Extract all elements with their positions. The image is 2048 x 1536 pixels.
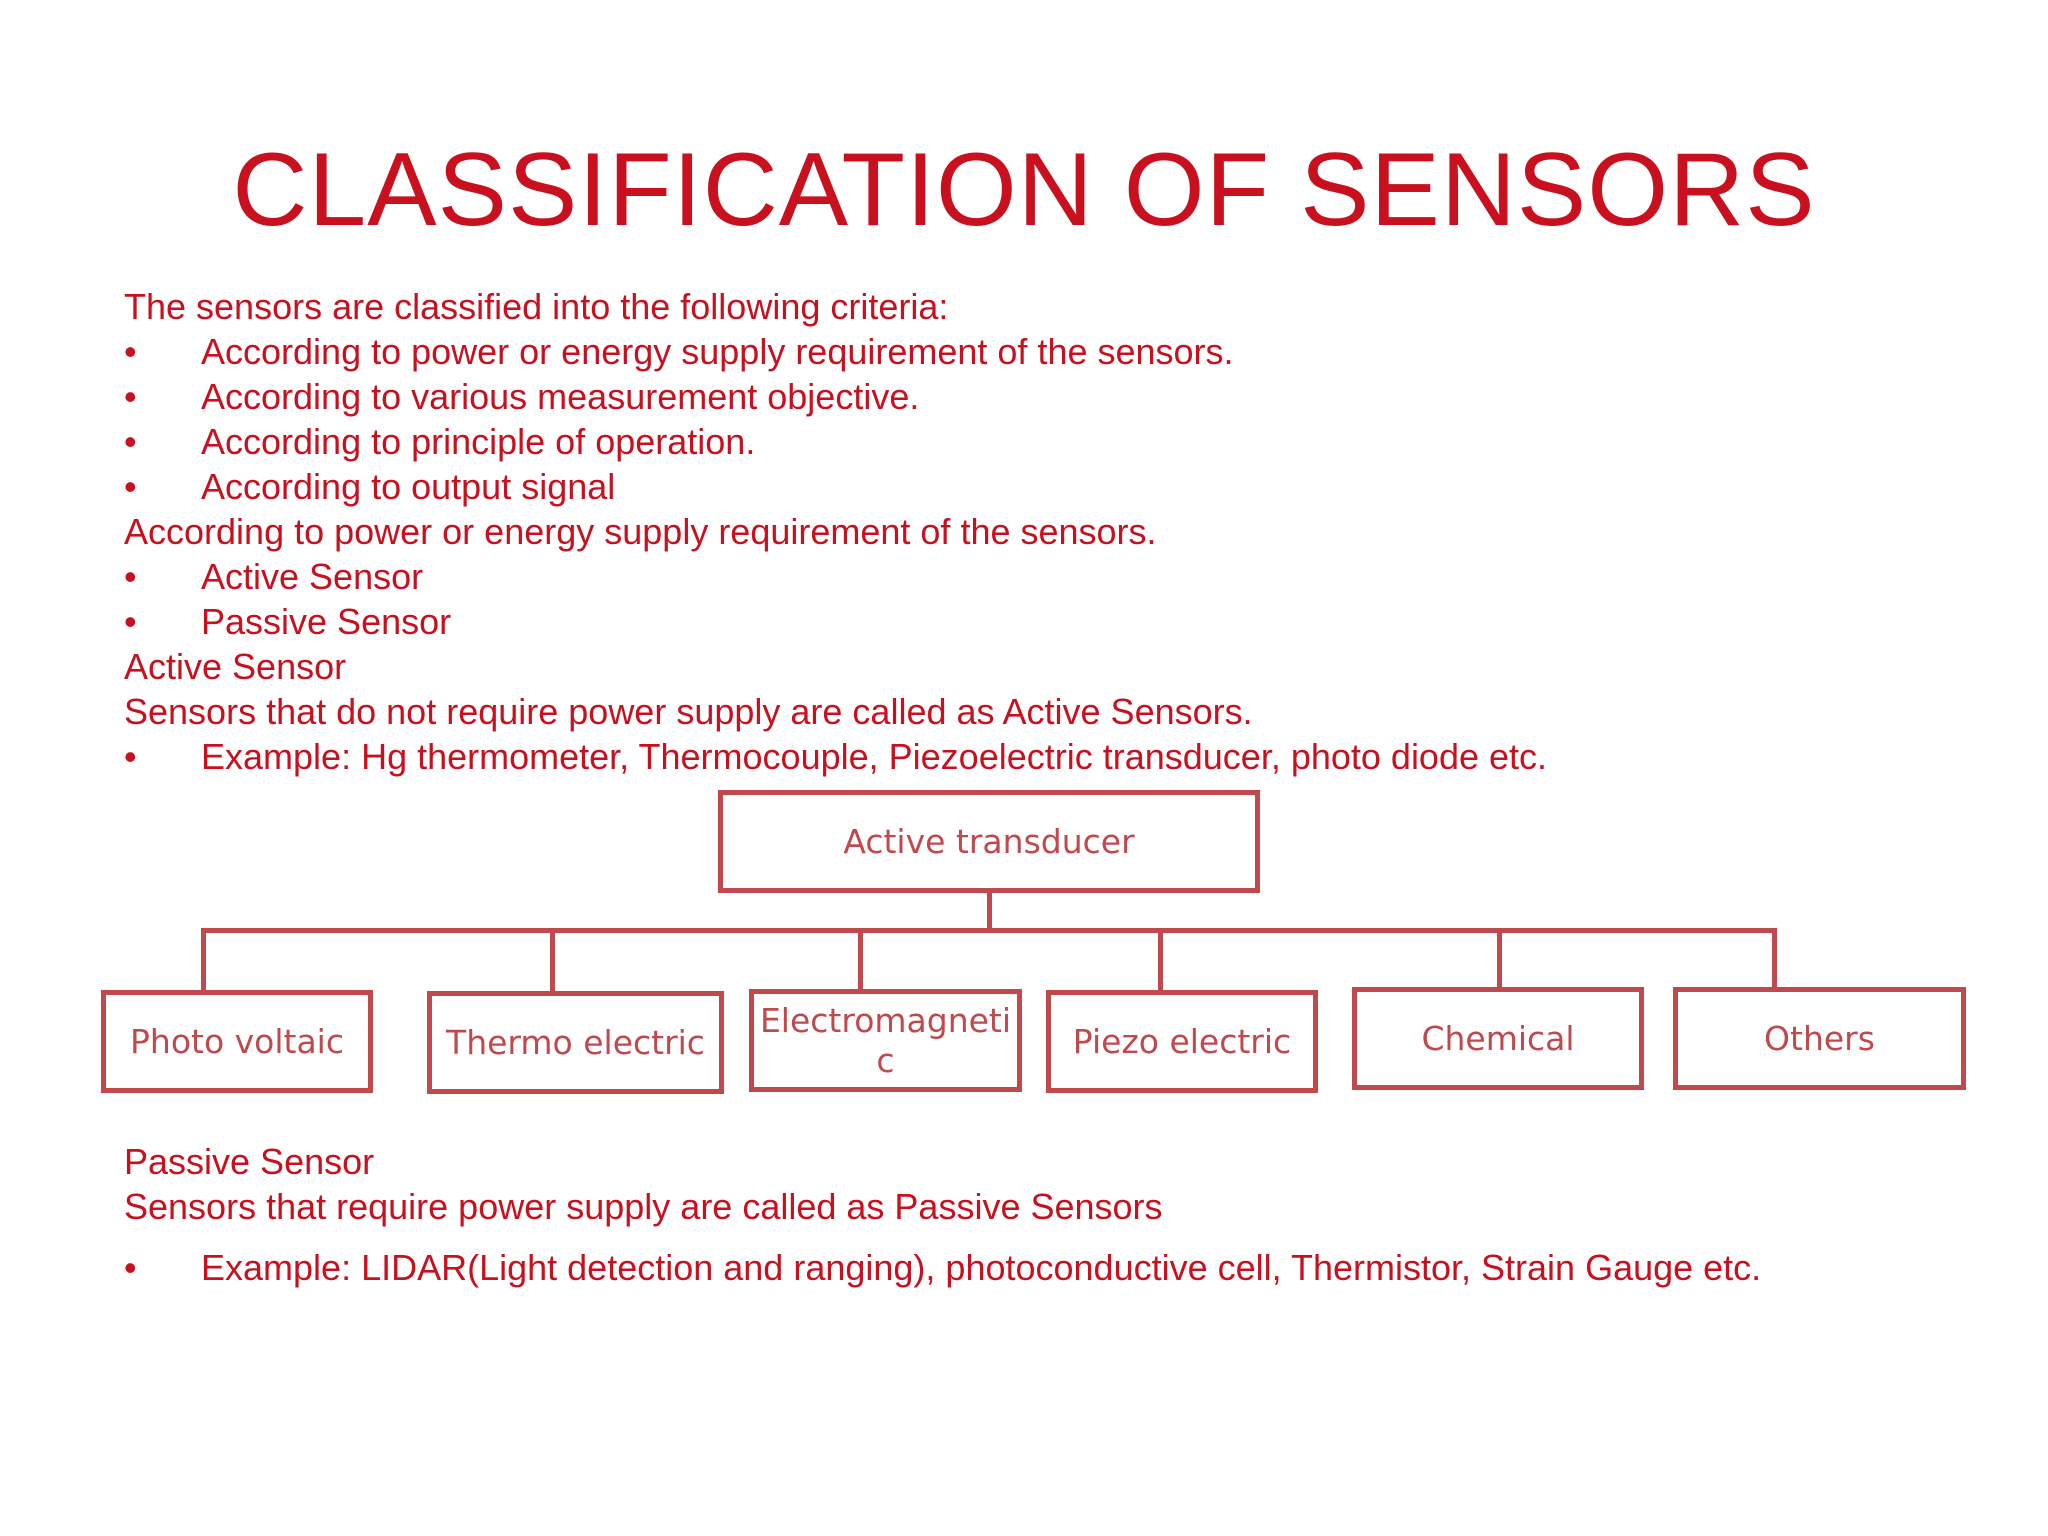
bullet-icon: • (124, 421, 137, 462)
connector-horizontal-bus (201, 928, 1777, 933)
passive-example-item (124, 1245, 1761, 1290)
diagram-child-node (427, 991, 724, 1094)
connector-child-1 (201, 928, 206, 994)
bullet-icon: • (124, 466, 137, 507)
diagram-child-node (1046, 990, 1318, 1093)
connector-child-6 (1772, 928, 1777, 991)
intro-bullet-text: According to output signal (201, 466, 616, 507)
diagram-child-label: Others (1764, 1018, 1875, 1058)
intro-bullet-text: According to power or energy supply requirement of the sensors. (201, 331, 1234, 372)
active-example-item (124, 734, 1547, 779)
body-text-top (124, 284, 1547, 779)
bullet-icon: • (124, 556, 137, 597)
intro-bullet-item (124, 374, 1547, 419)
active-heading: Active Sensor (124, 646, 347, 687)
passive-heading: Passive Sensor (124, 1141, 375, 1182)
active-example-text: Example: Hg thermometer, Thermocouple, Piezoelectric transducer, photo diode etc. (201, 736, 1548, 777)
slide-title: CLASSIFICATION OF SENSORS (232, 132, 1816, 248)
connector-child-2 (550, 928, 555, 995)
bullet-icon: • (124, 331, 137, 372)
intro-bullet-text: According to principle of operation. (201, 421, 756, 462)
diagram-child-label: Thermo electric (446, 1022, 705, 1062)
intro-bullet-item (124, 419, 1547, 464)
diagram-child-label: Photo voltaic (130, 1021, 344, 1061)
diagram-child-node (749, 989, 1022, 1092)
power-bullet-item (124, 599, 1547, 644)
passive-example-text: Example: LIDAR(Light detection and ranging), photoconductive cell, Thermistor, Strain Gauge etc. (201, 1247, 1762, 1288)
body-text-bottom (124, 1139, 1761, 1290)
bullet-icon: • (124, 601, 137, 642)
diagram-child-label: Chemical (1421, 1018, 1575, 1058)
diagram-child-label: Electromagneti c (759, 1000, 1012, 1080)
intro-bullet-item (124, 464, 1547, 509)
diagram-root-node (718, 790, 1260, 893)
passive-definition: Sensors that require power supply are called as Passive Sensors (124, 1186, 1163, 1227)
power-heading: According to power or energy supply requirement of the sensors. (124, 511, 1157, 552)
bullet-icon: • (124, 376, 137, 417)
power-bullet-text: Active Sensor (201, 556, 424, 597)
intro-heading: The sensors are classified into the following criteria: (124, 286, 949, 327)
intro-bullet-item (124, 329, 1547, 374)
diagram-child-label: Piezo electric (1072, 1021, 1292, 1061)
intro-bullet-text: According to various measurement objective. (201, 376, 920, 417)
active-definition: Sensors that do not require power supply are called as Active Sensors. (124, 691, 1253, 732)
diagram-child-node (101, 990, 373, 1093)
diagram-child-node (1352, 987, 1644, 1090)
bullet-icon: • (124, 1247, 137, 1288)
connector-child-3 (858, 928, 863, 993)
connector-child-4 (1158, 928, 1163, 994)
connector-child-5 (1497, 928, 1502, 991)
power-bullet-text: Passive Sensor (201, 601, 452, 642)
diagram-root-label: Active transducer (843, 821, 1135, 861)
power-bullet-item (124, 554, 1547, 599)
connector-root-stem (987, 893, 992, 933)
diagram-child-node (1673, 987, 1966, 1090)
bullet-icon: • (124, 736, 137, 777)
